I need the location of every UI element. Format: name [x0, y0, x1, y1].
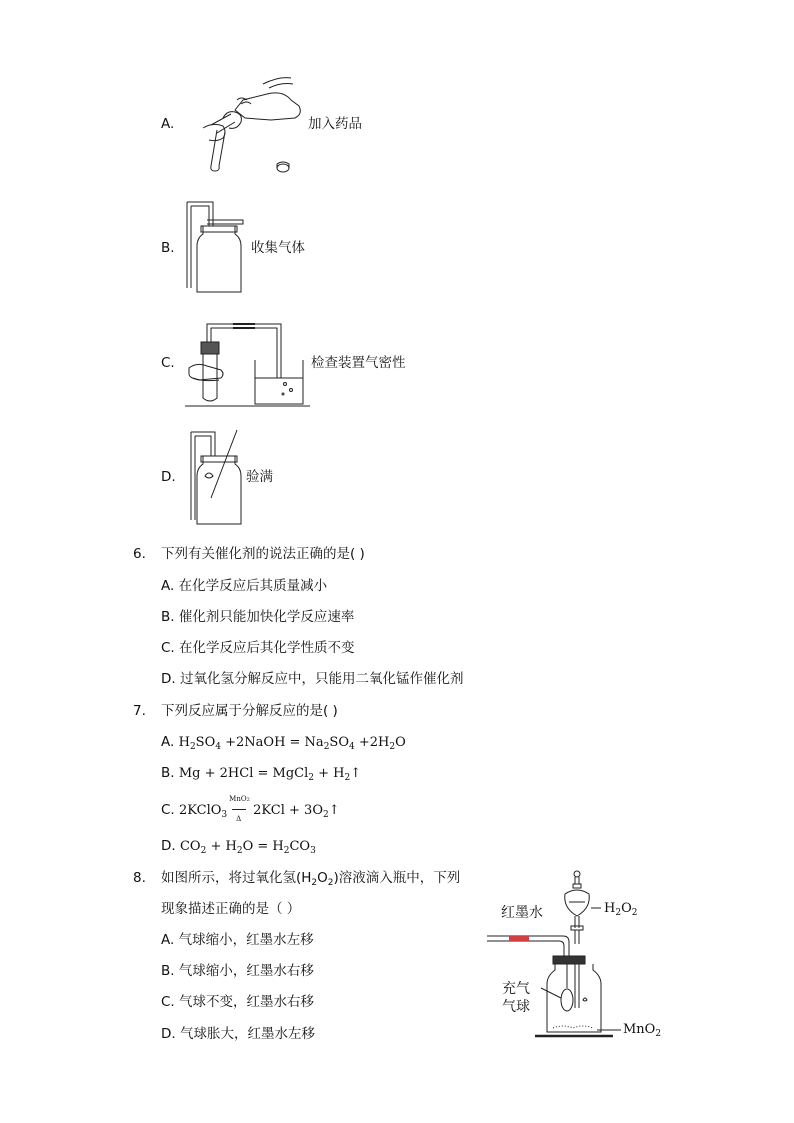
q8-option-a-letter: A. — [161, 932, 175, 948]
q7-option-c[interactable] — [161, 794, 340, 824]
add-reagent-illustration — [183, 70, 308, 175]
full-collection-check-illustration — [189, 428, 244, 528]
catalyst-label: MnO2 — [229, 794, 250, 803]
mno2-label: MnO$_2$ — [623, 1022, 662, 1039]
balloon-label-line1: 充气 — [502, 981, 530, 997]
q8-option-a-text: 气球缩小，红墨水左移 — [178, 932, 314, 948]
q7-option-d[interactable] — [161, 837, 316, 860]
q6-option-a-text: 在化学反应后其质量减小 — [178, 578, 328, 594]
q6-option-b-text: 催化剂只能加快化学反应速率 — [178, 609, 355, 625]
q7-option-c-equation: 2KClO$_3$ MnO2 Δ $2KCl + 3O_2↑$ — [179, 803, 340, 818]
q6-option-c-letter: C. — [161, 640, 175, 656]
q6-option-c[interactable] — [161, 639, 355, 657]
q8-option-b-letter: B. — [161, 963, 175, 979]
q7-option-d-equation: $CO_2 + H_2O = H_2CO_3$ — [179, 839, 316, 856]
q8-option-a[interactable] — [161, 931, 314, 949]
q7-option-b-equation: Mg + 2HCl = MgCl$_2$ + $H_2↑$ — [178, 766, 362, 783]
q7-option-a-letter: A. — [161, 734, 175, 750]
q7-option-b[interactable] — [161, 764, 361, 787]
q6-option-a-letter: A. — [161, 578, 175, 594]
balloon-label-line2: 气球 — [502, 999, 530, 1015]
q6-option-d[interactable] — [161, 670, 463, 688]
option-a-letter: A. — [161, 116, 175, 132]
option-b-caption: 收集气体 — [251, 240, 305, 256]
q7-number: 7. — [133, 703, 146, 719]
heat-symbol: Δ — [236, 814, 242, 823]
q8-option-d-letter: D. — [161, 1026, 176, 1042]
q7-option-d-letter: D. — [161, 838, 176, 854]
q6-option-c-text: 在化学反应后其化学性质不变 — [179, 640, 355, 656]
q8-option-b[interactable] — [161, 962, 314, 980]
q6-number: 6. — [133, 546, 146, 562]
h2o2-label: $H_2O_2$ — [604, 901, 638, 918]
q7-option-c-letter: C. — [161, 802, 175, 818]
q7-stem: 下列反应属于分解反应的是( ) — [161, 703, 338, 719]
q8-stem-line2: 现象描述正确的是（ ） — [161, 901, 301, 917]
q8-option-c-text: 气球不变，红墨水右移 — [179, 994, 315, 1010]
red-ink-segment — [509, 936, 529, 941]
reaction-condition — [227, 794, 253, 823]
q6-option-d-letter: D. — [161, 671, 176, 687]
q8-option-d[interactable] — [161, 1025, 315, 1043]
airtightness-check-illustration — [185, 318, 310, 410]
q8-option-c[interactable] — [161, 993, 314, 1011]
option-d-caption: 验满 — [246, 469, 273, 485]
q7-option-a[interactable] — [161, 733, 406, 756]
q6-stem: 下列有关催化剂的说法正确的是( ) — [161, 546, 365, 562]
q8-stem-line1: 如图所示，将过氧化氢$(H_2O_2)$溶液滴入瓶中，下列 — [161, 870, 461, 888]
q7-option-a-equation: $H_2SO_4$ +2NaOH = $Na_2SO_4 +2H_2O$ — [178, 735, 406, 752]
q8-number: 8. — [133, 870, 146, 886]
h2o2-decomposition-apparatus — [487, 868, 667, 1043]
q6-option-d-text: 过氧化氢分解反应中，只能用二氧化锰作催化剂 — [179, 671, 464, 687]
q8-option-d-text: 气球胀大，红墨水左移 — [179, 1026, 315, 1042]
q6-option-a[interactable] — [161, 577, 327, 595]
q7-option-b-letter: B. — [161, 765, 175, 781]
option-c-letter: C. — [161, 355, 175, 371]
q6-option-b-letter: B. — [161, 609, 175, 625]
option-b-letter: B. — [161, 240, 175, 256]
gas-collection-bottle-illustration — [185, 198, 247, 298]
option-a-caption: 加入药品 — [308, 116, 362, 132]
option-c-caption: 检查装置气密性 — [311, 355, 406, 371]
q8-option-b-text: 气球缩小，红墨水右移 — [178, 963, 314, 979]
red-ink-label: 红墨水 — [501, 905, 543, 921]
option-d-letter: D. — [161, 469, 176, 485]
q6-option-b[interactable] — [161, 608, 354, 626]
q8-option-c-letter: C. — [161, 994, 175, 1010]
